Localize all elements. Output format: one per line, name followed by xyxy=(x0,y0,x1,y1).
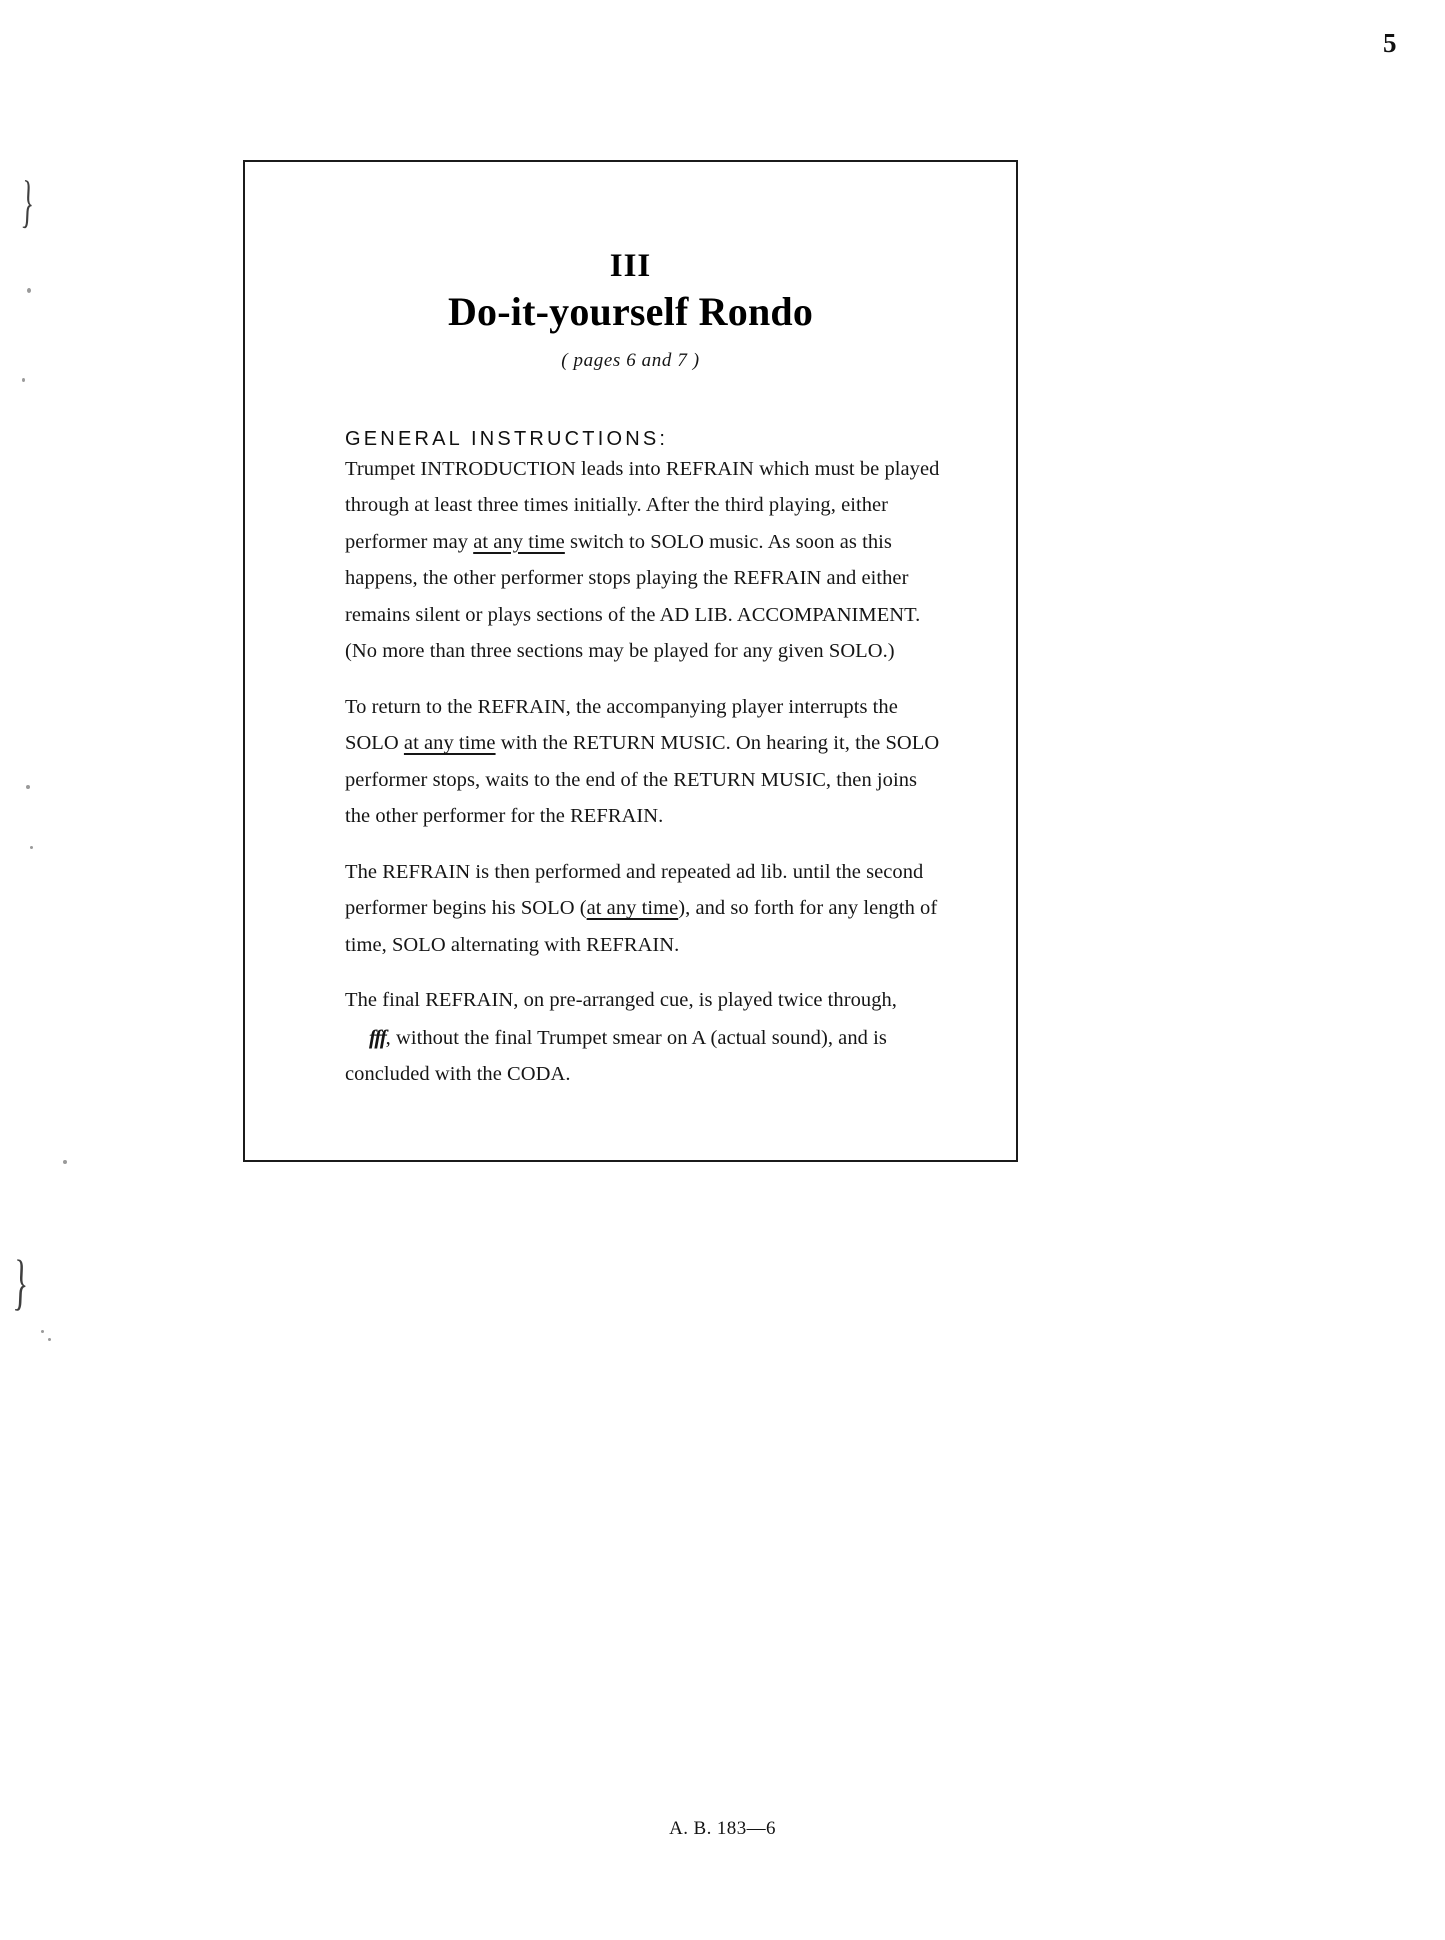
instruction-box xyxy=(243,160,1018,1162)
movement-numeral: III xyxy=(609,248,652,284)
paragraph-4-text-a: The final REFRAIN, on pre-arranged cue, is played twice through, xyxy=(345,989,897,1012)
paragraph-2-emphasis: at any time xyxy=(403,732,496,755)
pages-reference: ( pages 6 and 7 ) xyxy=(561,349,700,371)
speck xyxy=(48,1338,51,1341)
scan-artifact-bottom: } xyxy=(12,1247,30,1319)
paragraph-1-text-b: switch to SOLO music. As soon as this happens, the other performer stops playing the REFRAIN and either remains silent or plays sections of the AD LIB. ACCOMPANIMENT. (No more than three sections may be played for any given SOLO.) xyxy=(345,530,921,663)
page-number: 5 xyxy=(1383,28,1397,58)
paragraph-4 xyxy=(345,982,945,1093)
speck xyxy=(41,1330,44,1333)
paragraph-2 xyxy=(345,689,945,835)
paragraph-1-emphasis: at any time xyxy=(473,530,565,553)
paragraph-3-emphasis: at any time xyxy=(586,897,679,920)
paragraph-4-text-b: , without the final Trumpet smear on A (actual sound), and is concluded with the CODA. xyxy=(345,1026,887,1086)
speck xyxy=(22,378,25,382)
paragraph-3-text-a: The REFRAIN is then performed and repeated ad lib. until the second performer begins his SOLO ( xyxy=(345,860,924,920)
paragraph-3 xyxy=(345,854,945,964)
page-title: Do-it-yourself Rondo xyxy=(447,288,814,334)
dynamic-marking-fff: fff xyxy=(369,1024,386,1049)
instruction-box-content xyxy=(245,249,1016,1247)
paragraph-3-text-b: ), and so forth for any length of time, SOLO alternating with REFRAIN. xyxy=(345,897,938,956)
paragraph-1-text-a: Trumpet INTRODUCTION leads into REFRAIN which must be played through at least three times initially. After the third playing, either performer may xyxy=(345,457,940,553)
speck xyxy=(30,846,33,849)
section-heading-general-instructions: GENERAL INSTRUCTIONS: xyxy=(345,427,669,450)
instructions-body xyxy=(345,451,945,1093)
paragraph-2-text-b: with the RETURN MUSIC. On hearing it, the SOLO performer stops, waits to the end of the RETURN MUSIC, then joins the other performer for the REFRAIN. xyxy=(345,732,940,828)
speck xyxy=(26,785,30,789)
speck xyxy=(27,288,31,293)
paragraph-1 xyxy=(345,451,945,670)
scan-artifact-top: } xyxy=(20,167,36,236)
plate-number: A. B. 183—6 xyxy=(669,1818,776,1839)
paragraph-2-text-a: To return to the REFRAIN, the accompanying player interrupts the SOLO xyxy=(345,695,898,755)
speck xyxy=(63,1160,67,1164)
